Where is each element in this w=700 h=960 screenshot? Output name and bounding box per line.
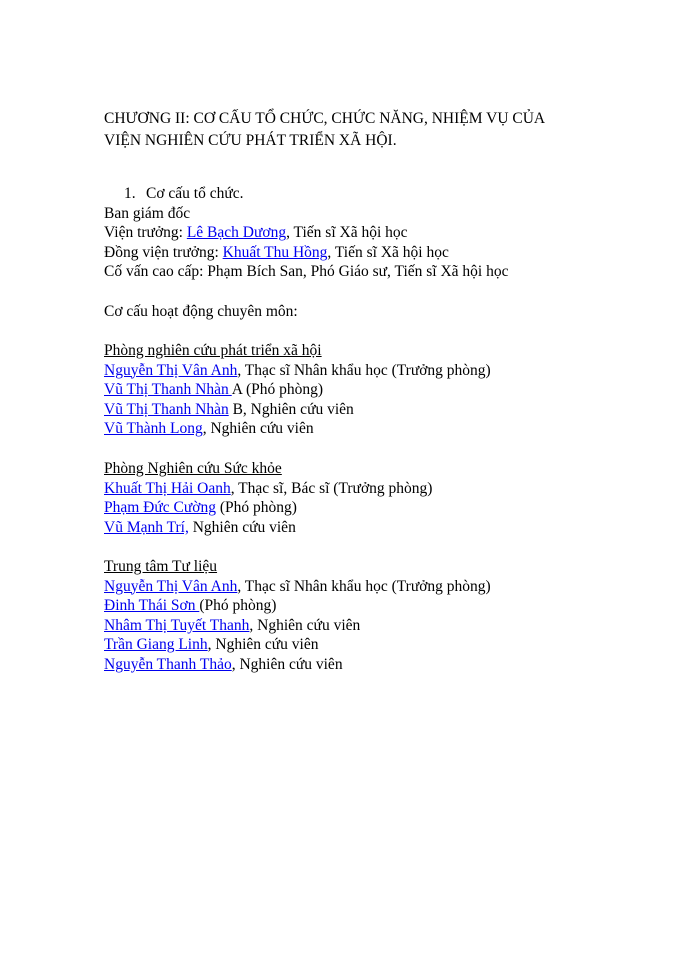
member-name-link[interactable]: Vũ Mạnh Trí,: [104, 518, 189, 536]
member-name-link[interactable]: Nhâm Thị Tuyết Thanh: [104, 616, 250, 634]
member-details: , Thạc sĩ, Bác sĩ (Trưởng phòng): [230, 479, 433, 497]
member-name-link[interactable]: Nguyễn Thị Vân Anh: [104, 577, 238, 595]
member-name-link[interactable]: Đinh Thái Sơn: [104, 597, 200, 615]
member-line: [104, 380, 664, 400]
activity-heading-block: [104, 302, 664, 322]
member-details: Nghiên cứu viên: [188, 518, 296, 536]
member-details: , Nghiên cứu viên: [249, 616, 361, 634]
member-details: , Nghiên cứu viên: [202, 420, 314, 438]
member-line: [104, 577, 664, 597]
chapter-title: CHƯƠNG II: CƠ CẤU TỔ CHỨC, CHỨC NĂNG, NHIỆM VỤ CỦA VIỆN NGHIÊN CỨU PHÁT TRIỂN XÃ HỘI.: [104, 110, 545, 149]
member-name-link[interactable]: Trần Giang Linh: [104, 636, 208, 654]
member-details: , Thạc sĩ Nhân khẩu học (Trưởng phòng): [237, 361, 491, 379]
department-social-development: [104, 341, 664, 439]
member-name-link[interactable]: Nguyễn Thanh Thảo: [104, 655, 232, 673]
advisor-line: Cố vấn cao cấp: Phạm Bích San, Phó Giáo sư, Tiến sĩ Xã hội học: [104, 263, 509, 281]
director-name-link[interactable]: Lê Bạch Dương: [186, 224, 287, 242]
department-documentation-center: [104, 557, 664, 675]
board-title: Ban giám đốc: [104, 204, 191, 222]
department-health: [104, 459, 664, 537]
member-line: [104, 596, 664, 616]
member-line: [104, 400, 664, 420]
member-line: [104, 635, 664, 655]
member-line: [104, 655, 664, 675]
section-heading-text: Cơ cấu tổ chức.: [146, 185, 244, 202]
section-number: 1.: [124, 185, 136, 202]
codirector-prefix: Đồng viện trưởng:: [104, 243, 223, 261]
department-title: Trung tâm Tư liệu: [104, 558, 218, 575]
codirector-name-link[interactable]: Khuất Thu Hồng: [222, 243, 328, 261]
member-name-link[interactable]: Vũ Thị Thanh Nhàn: [104, 381, 232, 399]
member-line: [104, 479, 664, 499]
activity-heading: Cơ cấu hoạt động chuyên môn:: [104, 303, 298, 320]
member-details: (Phó phòng): [199, 597, 277, 615]
section-heading: [104, 184, 664, 204]
director-suffix: , Tiến sĩ Xã hội học: [286, 224, 408, 242]
member-line: [104, 419, 664, 439]
director-prefix: Viện trưởng:: [104, 224, 187, 242]
member-details: , Nghiên cứu viên: [231, 655, 343, 673]
member-line: [104, 616, 664, 636]
member-name-link[interactable]: Phạm Đức Cường: [104, 499, 216, 517]
department-title: Phòng Nghiên cứu Sức khỏe: [104, 460, 282, 477]
member-line: [104, 498, 664, 518]
member-details: B, Nghiên cứu viên: [228, 400, 354, 418]
member-details: A (Phó phòng): [231, 381, 324, 399]
member-line: [104, 518, 664, 538]
member-name-link[interactable]: Vũ Thành Long: [104, 420, 203, 438]
member-details: , Nghiên cứu viên: [207, 636, 319, 654]
member-name-link[interactable]: Khuất Thị Hải Oanh: [104, 479, 231, 497]
codirector-suffix: , Tiến sĩ Xã hội học: [327, 243, 449, 261]
member-details: (Phó phòng): [215, 499, 297, 517]
member-name-link[interactable]: Vũ Thị Thanh Nhàn: [104, 400, 229, 418]
org-structure-section: [104, 184, 664, 282]
member-line: [104, 361, 664, 381]
codirector-line: [104, 243, 664, 263]
director-line: [104, 223, 664, 243]
member-details: , Thạc sĩ Nhân khẩu học (Trưởng phòng): [237, 577, 491, 595]
member-name-link[interactable]: Nguyễn Thị Vân Anh: [104, 361, 238, 379]
department-title: Phòng nghiên cứu phát triển xã hội: [104, 342, 322, 359]
